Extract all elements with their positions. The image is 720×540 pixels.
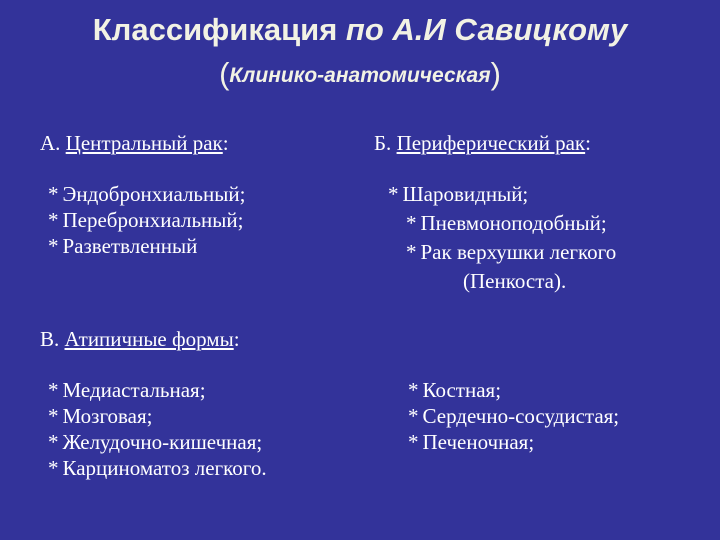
section-atypical-heading	[40, 326, 240, 352]
bullet-star: *	[408, 404, 419, 428]
list-item: * Медиастальная;	[48, 378, 206, 402]
section-peripheral-letter: Б.	[374, 131, 397, 155]
peripheral-item-3-continuation: (Пенкоста).	[463, 269, 567, 293]
subtitle-close-paren: )	[490, 56, 501, 91]
bullet-star: *	[48, 430, 59, 454]
bullet-star: *	[408, 430, 419, 454]
section-central-heading	[40, 130, 229, 156]
bullet-star: *	[406, 240, 417, 264]
list-item: * Перебронхиальный;	[48, 208, 244, 232]
peripheral-item-1: * Шаровидный;	[388, 182, 529, 206]
list-item: * Карциноматоз легкого.	[48, 456, 267, 480]
central-list	[48, 181, 245, 259]
peripheral-item-2: * Пневмоноподобный;	[406, 211, 607, 235]
section-atypical-colon: :	[233, 327, 240, 351]
list-item: * Желудочно-кишечная;	[48, 430, 263, 454]
atypical-list-left	[48, 377, 267, 481]
bullet-star: *	[48, 182, 59, 206]
list-item: * Сердечно-сосудистая;	[408, 404, 620, 428]
peripheral-item-3: * Рак верхушки легкого	[406, 240, 617, 264]
bullet-star: *	[48, 456, 59, 480]
bullet-star: *	[48, 208, 59, 232]
list-item: * Печеночная;	[408, 430, 535, 454]
title-author: по А.И Савицкому	[345, 12, 628, 47]
title-prefix: Классификация	[92, 12, 346, 47]
bullet-star: *	[48, 378, 59, 402]
bullet-star: *	[48, 404, 59, 428]
section-central-label: Центральный рак	[65, 131, 223, 155]
bullet-star: *	[388, 182, 399, 206]
section-peripheral-heading	[374, 130, 591, 156]
bullet-star: *	[406, 211, 417, 235]
list-item: * Разветвленный	[48, 234, 198, 258]
subtitle-text: Клинико-анатомическая	[229, 64, 491, 87]
list-item: * Мозговая;	[48, 404, 153, 428]
bullet-star: *	[48, 234, 59, 258]
section-atypical-label: Атипичные формы	[64, 327, 234, 351]
section-peripheral-label: Периферический рак	[396, 131, 586, 155]
subtitle-open-paren: (	[219, 56, 230, 91]
list-item: * Костная;	[408, 378, 502, 402]
section-atypical-letter: В.	[40, 327, 65, 351]
section-central-colon: :	[222, 131, 229, 155]
slide-subtitle	[0, 54, 720, 96]
section-peripheral-colon: :	[585, 131, 591, 155]
list-item: * Эндобронхиальный;	[48, 182, 246, 206]
bullet-star: *	[408, 378, 419, 402]
slide-title	[0, 10, 720, 50]
atypical-list-right	[408, 377, 619, 455]
section-central-letter: А.	[40, 131, 66, 155]
